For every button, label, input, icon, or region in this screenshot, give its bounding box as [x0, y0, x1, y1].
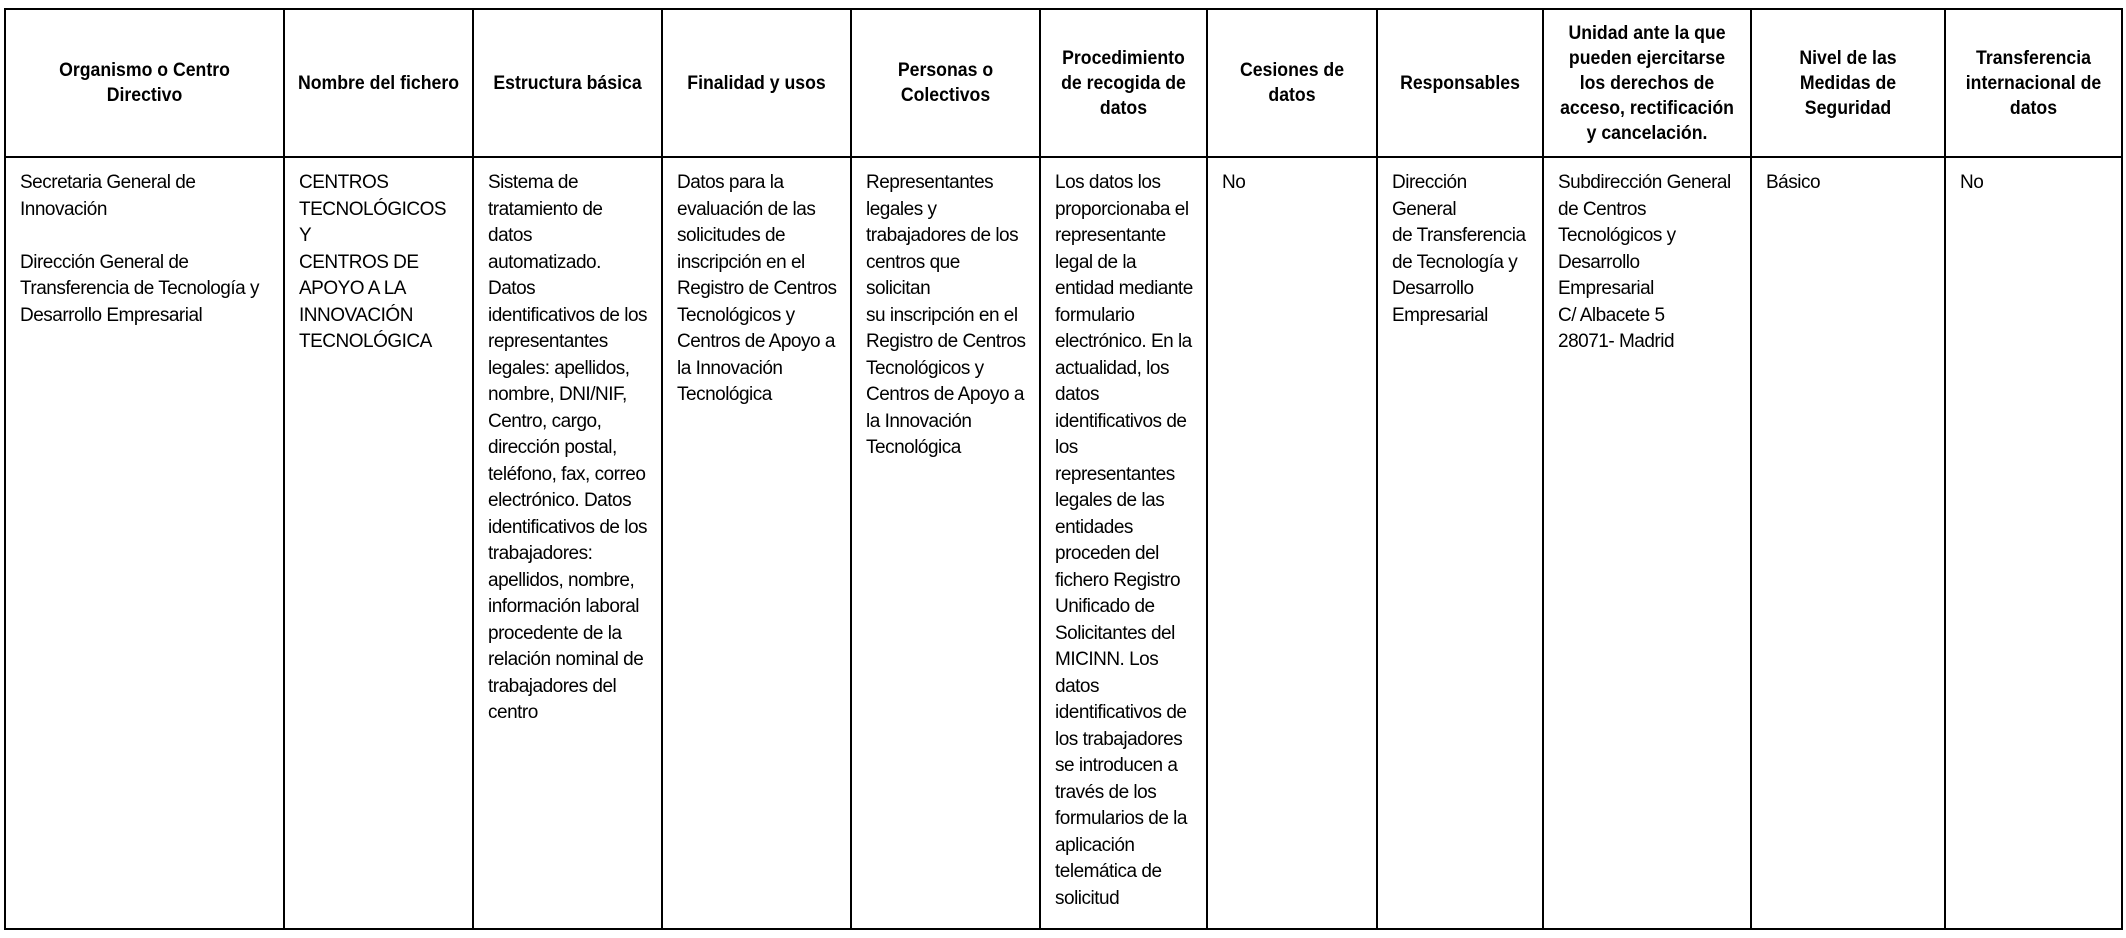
header-row — [5, 9, 2122, 157]
cell-transferencia-internacional — [1945, 157, 2122, 929]
header-nombre-fichero: Nombre del fichero — [291, 9, 467, 157]
cell-responsables — [1377, 157, 1543, 929]
cell-nivel-seguridad — [1751, 157, 1945, 929]
header-transferencia-internacional: Transferencia internacional de datos — [1951, 9, 2116, 157]
header-procedimiento: Procedimiento de recogida de datos — [1046, 9, 1201, 157]
cell-procedimiento — [1040, 157, 1207, 929]
cell-nombre-fichero — [284, 157, 473, 929]
cell-estructura-basica-text: Sistema de tratamiento de datos automatizado. Datos identificativos de los representantes legales: apellidos, nombre, DNI/NIF, Centro, cargo, dirección postal, teléfono, fax, correo electrónico. Datos identificativos de los trabajadores: apellidos, nombre, información laboral procedente de la relación nominal de trabajadores del centro — [488, 172, 648, 723]
header-finalidad-usos: Finalidad y usos — [669, 9, 845, 157]
cell-finalidad-usos — [662, 157, 851, 929]
cell-unidad-derechos — [1543, 157, 1751, 929]
cell-organismo — [5, 157, 284, 929]
header-responsables: Responsables — [1383, 9, 1537, 157]
cell-cesiones — [1207, 157, 1377, 929]
cell-unidad-derechos-text: Subdirección General de Centros Tecnológicos y Desarrollo Empresarial C/ Albacete 5 28071- Madrid — [1558, 172, 1731, 352]
cell-personas-colectivos-text: Representantes legales y trabajadores de los centros que solicitan su inscripción en el Registro de Centros Tecnológicos y Centros de Apoyo a la Innovación Tecnológica — [866, 172, 1026, 458]
cell-organismo-text: Secretaria General de Innovación Dirección General de Transferencia de Tecnología y Desarrollo Empresarial — [20, 172, 259, 326]
cell-cesiones-text: No — [1222, 172, 1246, 193]
table-row — [5, 157, 2122, 929]
cell-nivel-seguridad-text: Básico — [1766, 172, 1821, 193]
cell-transferencia-internacional-text: No — [1960, 172, 1984, 193]
header-personas-colectivos: Personas o Colectivos — [858, 9, 1034, 157]
header-nivel-seguridad: Nivel de las Medidas de Seguridad — [1758, 9, 1938, 157]
cell-finalidad-usos-text: Datos para la evaluación de las solicitudes de inscripción en el Registro de Centros Tecnológicos y Centros de Apoyo a la Innovación Tecnológica — [677, 172, 837, 405]
cell-procedimiento-text: Los datos los proporcionaba el representante legal de la entidad mediante formulario electrónico. En la actualidad, los datos identificativos de los representantes legales de las entidades proceden del fichero Registro Unificado de Solicitantes del MICINN. Los datos identificativos de los trabajadores se introducen a través de los formularios de la aplicación telemática de solicitud — [1055, 172, 1193, 909]
header-cesiones: Cesiones de datos — [1213, 9, 1371, 157]
data-file-registry-table — [4, 8, 2123, 930]
cell-estructura-basica — [473, 157, 662, 929]
header-estructura-basica: Estructura básica — [480, 9, 656, 157]
table-header — [5, 9, 2122, 157]
table-body — [5, 157, 2122, 929]
header-organismo: Organismo o Centro Directivo — [15, 9, 274, 157]
cell-nombre-fichero-text: CENTROS TECNOLÓGICOS Y CENTROS DE APOYO A LA INNOVACIÓN TECNOLÓGICA — [299, 172, 447, 352]
header-unidad-derechos: Unidad ante la que pueden ejercitarse los derechos de acceso, rectificación y cancelación. — [1550, 9, 1743, 157]
cell-responsables-text: Dirección General de Transferencia de Tecnología y Desarrollo Empresarial — [1392, 172, 1526, 326]
cell-personas-colectivos — [851, 157, 1040, 929]
